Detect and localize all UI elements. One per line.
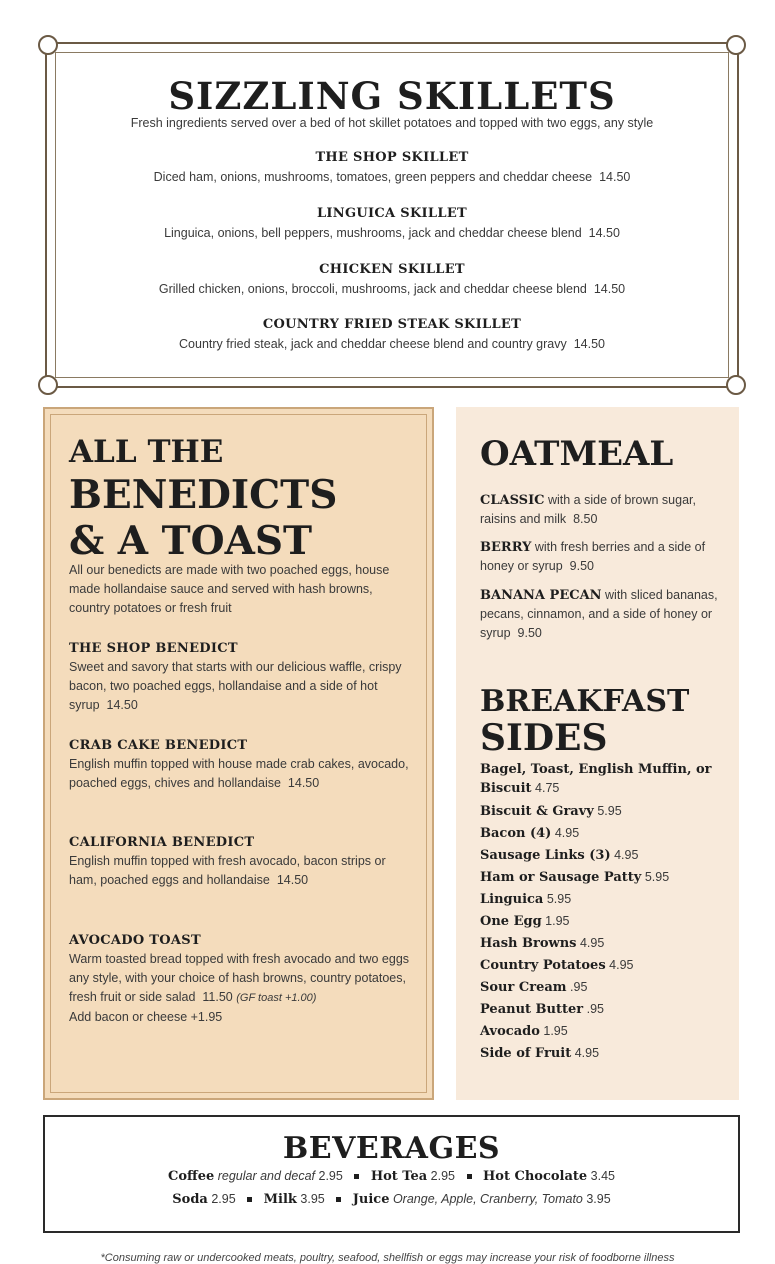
side-price: 4.95 [579, 936, 605, 950]
benedict-note: (GF toast +1.00) [236, 992, 317, 1004]
benedicts-title-line: & A TOAST [69, 518, 313, 564]
beverage-name: Milk [263, 1192, 297, 1207]
side-price: 5.95 [644, 870, 670, 884]
benedict-price: 14.50 [287, 776, 320, 790]
benedict-desc: Warm toasted bread topped with fresh avocado and two eggs any style, with your choice of hash browns, country potatoes, fresh fruit or side salad [69, 952, 410, 1004]
corner-ornament [726, 375, 746, 395]
side-name: Hash Browns [480, 936, 577, 951]
bullet-separator [467, 1174, 472, 1179]
side-price: 4.95 [554, 826, 580, 840]
side-item [480, 1042, 730, 1064]
beverages-section [43, 1115, 740, 1233]
benedict-name: AVOCADO TOAST [69, 933, 201, 948]
beverage-name: Hot Tea [370, 1169, 428, 1184]
skillets-title: SIZZLING SKILLETS [168, 74, 616, 118]
oatmeal-name: BANANA PECAN [480, 588, 602, 603]
skillet-name: COUNTRY FRIED STEAK SKILLET [262, 317, 522, 332]
disclaimer: *Consuming raw or undercooked meats, poultry, seafood, shellfish or eggs may increase your risk of foodborne illness [100, 1252, 675, 1264]
side-item [480, 822, 730, 844]
side-name: Side of Fruit [480, 1046, 572, 1061]
benedict-desc: Sweet and savory that starts with our delicious waffle, crispy bacon, two poached eggs, hollandaise and a side of hot syrup [69, 660, 402, 712]
skillet-name: LINGUICA SKILLET [316, 206, 467, 221]
beverage-name: Coffee [168, 1169, 215, 1184]
benedict-price: 14.50 [106, 698, 138, 712]
oatmeal-desc: with sliced bananas, pecans, cinnamon, and a side of honey or syrup [480, 588, 718, 640]
benedict-name: THE SHOP BENEDICT [69, 641, 238, 656]
benedict-extra: Add bacon or cheese +1.95 [69, 1010, 223, 1024]
oatmeal-price: 9.50 [517, 626, 542, 640]
skillets-section [45, 42, 739, 388]
corner-ornament [726, 35, 746, 55]
side-price: 4.95 [609, 958, 634, 972]
side-item [480, 888, 730, 910]
beverages-line [45, 1192, 738, 1207]
sides-list [480, 759, 730, 1064]
benedict-item [69, 931, 414, 1027]
bullet-separator [336, 1197, 341, 1202]
bullet-separator [247, 1197, 252, 1202]
beverage-price: 3.95 [300, 1192, 325, 1206]
benedict-name: CRAB CAKE BENEDICT [69, 738, 248, 753]
side-item [480, 759, 730, 800]
side-item [480, 976, 730, 998]
benedict-price: 11.50 [202, 990, 233, 1004]
beverage-price: 3.95 [586, 1192, 611, 1206]
side-item [480, 844, 730, 866]
skillet-desc: Diced ham, onions, mushrooms, tomatoes, green peppers and cheddar cheese [153, 170, 593, 184]
skillets-intro: Fresh ingredients served over a bed of hot skillet potatoes and topped with two eggs, any style [130, 116, 654, 130]
beverage-price: 2.95 [318, 1169, 343, 1183]
side-price: .95 [586, 1002, 604, 1016]
benedicts-title-line: ALL THE [69, 434, 224, 470]
side-item [480, 998, 730, 1020]
side-name: Avocado [480, 1024, 540, 1039]
corner-ornament [38, 35, 58, 55]
skillet-name: CHICKEN SKILLET [319, 262, 465, 277]
beverage-name: Juice [352, 1192, 390, 1207]
beverage-note: regular and decaf [217, 1169, 316, 1183]
skillet-desc: Grilled chicken, onions, broccoli, mushrooms, jack and cheddar cheese blend [158, 282, 587, 296]
benedict-item [69, 833, 414, 890]
beverage-note: Orange, Apple, Cranberry, Tomato [392, 1192, 583, 1206]
sides-title-line: SIDES [480, 717, 608, 759]
side-name: Peanut Butter [480, 1002, 584, 1017]
side-name: Bagel, Toast, English Muffin, or Biscuit [480, 762, 712, 796]
sides-title [480, 684, 690, 759]
side-name: Biscuit & Gravy [480, 804, 594, 819]
skillet-price: 14.50 [573, 337, 605, 351]
side-price: 4.95 [614, 848, 639, 862]
skillet-desc: Linguica, onions, bell peppers, mushrooms, jack and cheddar cheese blend [164, 226, 582, 240]
benedicts-title-line: BENEDICTS [69, 472, 338, 518]
oatmeal-item [480, 586, 725, 643]
oatmeal-item [480, 491, 725, 529]
side-item [480, 866, 730, 888]
oatmeal-price: 9.50 [569, 559, 594, 573]
side-name: Sausage Links (3) [480, 848, 611, 863]
side-name: Sour Cream [480, 980, 567, 995]
side-item [480, 954, 730, 976]
beverage-name: Soda [172, 1192, 208, 1207]
beverage-price: 2.95 [211, 1192, 236, 1206]
oatmeal-desc: with a side of brown sugar, raisins and milk [480, 493, 696, 526]
skillet-desc: Country fried steak, jack and cheddar cheese blend and country gravy [179, 337, 567, 351]
side-price: 5.95 [546, 892, 572, 906]
benedict-name: CALIFORNIA BENEDICT [69, 835, 255, 850]
oatmeal-price: 8.50 [573, 512, 598, 526]
side-item [480, 932, 730, 954]
beverage-price: 3.45 [590, 1169, 615, 1183]
oatmeal-item [480, 538, 725, 576]
bullet-separator [354, 1174, 359, 1179]
side-item [480, 1020, 730, 1042]
oatmeal-sides-section [456, 407, 739, 1100]
benedicts-section [43, 407, 434, 1100]
skillet-price: 14.50 [599, 170, 631, 184]
side-name: Country Potatoes [480, 958, 606, 973]
side-name: Linguica [480, 892, 544, 907]
beverage-price: 2.95 [430, 1169, 456, 1183]
side-price: 5.95 [597, 804, 622, 818]
benedicts-intro: All our benedicts are made with two poached eggs, house made hollandaise sauce and served with hash browns, country potatoes or fresh fruit [69, 563, 390, 615]
side-price: 4.95 [574, 1046, 600, 1060]
side-name: Bacon (4) [480, 826, 552, 841]
beverage-name: Hot Chocolate [482, 1169, 588, 1184]
side-price: .95 [570, 980, 588, 994]
beverages-title: BEVERAGES [282, 1131, 501, 1166]
skillet-price: 14.50 [593, 282, 626, 296]
skillet-item [47, 262, 737, 296]
oatmeal-desc: with fresh berries and a side of honey or syrup [480, 540, 706, 573]
corner-ornament [38, 375, 58, 395]
side-price: 1.95 [545, 914, 570, 928]
skillet-price: 14.50 [588, 226, 620, 240]
side-name: Ham or Sausage Patty [480, 870, 642, 885]
benedict-item [69, 639, 414, 715]
skillet-name: THE SHOP SKILLET [315, 150, 469, 165]
benedict-desc: English muffin topped with fresh avocado, bacon strips or ham, poached eggs and hollandaise [69, 854, 386, 887]
oatmeal-title: OATMEAL [480, 434, 674, 474]
oatmeal-name: BERRY [480, 540, 532, 555]
benedict-desc: English muffin topped with house made crab cakes, avocado, poached eggs, chives and hollandaise [69, 757, 409, 790]
benedicts-title [69, 434, 338, 564]
skillet-item [47, 317, 737, 351]
skillet-item [47, 206, 737, 240]
benedict-price: 14.50 [276, 873, 309, 887]
side-name: One Egg [480, 914, 542, 929]
side-item [480, 800, 730, 822]
oatmeal-name: CLASSIC [480, 493, 545, 508]
skillet-item [47, 150, 737, 184]
side-item [480, 910, 730, 932]
beverages-line [45, 1169, 738, 1184]
benedict-item [69, 736, 414, 793]
side-price: 4.75 [535, 781, 560, 795]
side-price: 1.95 [543, 1024, 568, 1038]
sides-title-line: BREAKFAST [480, 684, 690, 719]
